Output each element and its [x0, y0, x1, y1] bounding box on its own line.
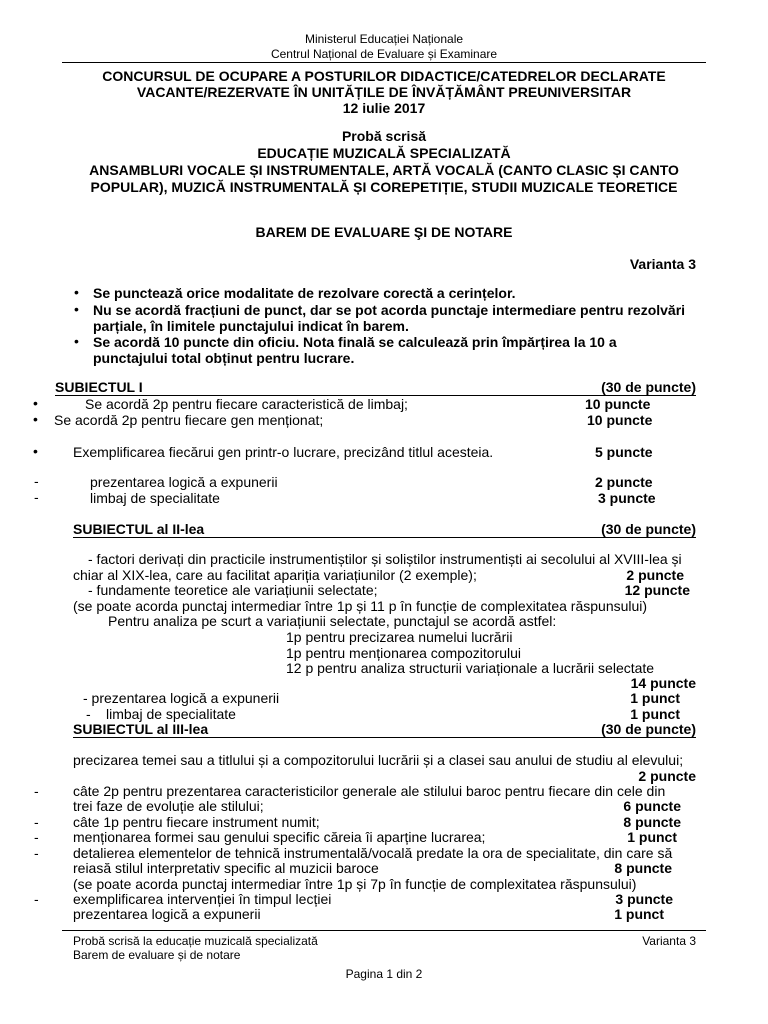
s2-points-a: 2 puncte	[626, 567, 684, 583]
s3-points-a: 2 puncte	[638, 768, 696, 784]
bullet-icon: •	[74, 333, 79, 349]
bullet-icon: •	[33, 443, 38, 459]
s2-d-line2: 1p pentru precizarea numelui lucrării	[286, 629, 513, 645]
s3-a-line1: precizarea temei sau a titlului și a compozitorului lucrării și a clasei sau anului de studiu al elevului;	[73, 752, 684, 768]
s3-c-line1: câte 1p pentru fiecare instrument numit;	[73, 814, 320, 830]
s3-title: SUBIECTUL al III-lea	[73, 721, 209, 737]
s2-underline	[73, 537, 696, 538]
s3-points-d: 1 punct	[627, 829, 677, 845]
s3-points-e: 8 puncte	[614, 860, 672, 876]
s3-e-line1: detalierea elementelor de tehnică instrumentală/vocală predate la ora de specialitate, din care să	[73, 845, 673, 861]
s2-total: (30 de puncte)	[601, 521, 696, 537]
barem-title: BAREM DE EVALUARE ŞI DE NOTARE	[255, 224, 513, 240]
footer-left-line2: Barem de evaluare și de notare	[73, 948, 241, 962]
variant-label: Varianta 3	[629, 256, 696, 272]
s3-points-g: 3 puncte	[615, 891, 673, 907]
s1-points1: 10 puncte	[585, 396, 651, 412]
title-date: 12 iulie 2017	[342, 100, 426, 116]
s2-e-line1: - prezentarea logică a expunerii	[83, 690, 280, 706]
s3-h-line1: prezentarea logică a expunerii	[73, 906, 261, 922]
s3-e-line2: reiasă stilul interpretativ specific al muzicii baroce	[73, 860, 379, 876]
s3-b-line2: trei faze de evoluție ale stilului;	[73, 798, 264, 814]
exam-type: Probă scrisă	[341, 128, 427, 144]
s2-d-line1: Pentru analiza pe scurt a variațiunii selectate, punctajul se acordă astfel:	[108, 613, 557, 629]
dash-marker: -	[34, 473, 39, 489]
s3-points-b: 6 puncte	[623, 798, 681, 814]
s1-points4: 2 puncte	[595, 474, 653, 490]
exam-subject: EDUCAȚIE MUZICALĂ SPECIALIZATĂ	[257, 145, 511, 161]
s2-points-d: 14 puncte	[630, 675, 696, 691]
rule-2-line2: parțiale, în limitele punctajului indicat în barem.	[93, 318, 409, 334]
header-divider	[62, 62, 706, 63]
s2-f-line1: limbaj de specialitate	[106, 706, 236, 722]
dash-marker: -	[34, 845, 39, 861]
s2-b-line1: - fundamente teoretice ale variațiunii selectate;	[88, 582, 378, 598]
bullet-icon: •	[74, 301, 79, 317]
s1-title: SUBIECTUL I	[55, 379, 143, 395]
s3-f-line1: (se poate acorda punctaj intermediar între 1p și 7p în funcție de complexitatea răspunsului)	[73, 876, 637, 892]
s2-d-line3: 1p pentru menționarea compozitorului	[286, 645, 522, 661]
rule-2-line1: Nu se acordă fracțiuni de punct, dar se pot acorda punctaje intermediare pentru rezolvări	[93, 302, 686, 318]
dash-marker: -	[34, 829, 39, 845]
bullet-icon: •	[33, 411, 38, 427]
s1-item4: prezentarea logică a expunerii	[90, 474, 278, 490]
s3-d-line1: menționarea formei sau genului specific căreia îi aparține lucrarea;	[73, 829, 486, 845]
s2-points-f: 1 punct	[630, 706, 680, 722]
s2-points-e: 1 punct	[630, 690, 680, 706]
dash-marker: -	[34, 783, 39, 799]
s2-points-b: 12 puncte	[624, 582, 690, 598]
s1-item3: Exemplificarea fiecărui gen printr-o lucrare, precizând titlul acesteia.	[73, 444, 494, 460]
header-center: Centrul Național de Evaluare și Examinare	[270, 47, 498, 61]
exam-spec-line1: ANSAMBLURI VOCALE ȘI INSTRUMENTALE, ARTĂ VOCALĂ (CANTO CLASIC ȘI CANTO	[89, 162, 679, 178]
s3-points-c: 8 puncte	[623, 814, 681, 830]
s1-item1: Se acordă 2p pentru fiecare caracteristică de limbaj;	[85, 396, 408, 412]
s1-total: (30 de puncte)	[601, 379, 696, 395]
exam-spec-line2: POPULAR), MUZICĂ INSTRUMENTALĂ ȘI COREPETIȚIE, STUDII MUZICALE TEORETICE	[90, 179, 678, 195]
s2-d-line4: 12 p pentru analiza structurii variaționale a lucrării selectate	[286, 660, 655, 676]
s2-a-line1: - factori derivați din practicile instrumentiștilor și soliștilor instrumentiști ai secolului al XVIII-lea și	[88, 551, 682, 567]
s3-b-line1: câte 2p pentru prezentarea caracteristicilor generale ale stilului baroc pentru fiecare din cele din	[73, 783, 666, 799]
s3-total: (30 de puncte)	[601, 721, 696, 737]
footer-left-line1: Probă scrisă la educație muzicală specializată	[73, 934, 318, 948]
s3-underline	[73, 737, 696, 738]
rule-1: Se punctează orice modalitate de rezolvare corectă a cerințelor.	[93, 285, 516, 301]
s2-a-line2: chiar al XIX-lea, care au facilitat apariția variațiunilor (2 exemple);	[73, 567, 477, 583]
s1-points5: 3 puncte	[598, 490, 656, 506]
rule-3-line1: Se acordă 10 puncte din oficiu. Nota finală se calculează prin împărțirea la 10 a	[93, 334, 617, 350]
header-ministry: Ministerul Educației Naționale	[304, 32, 464, 46]
title-line1: CONCURSUL DE OCUPARE A POSTURILOR DIDACTICE/CATEDRELOR DECLARATE	[102, 68, 666, 84]
s1-item2: Se acordă 2p pentru fiecare gen menționat;	[54, 412, 324, 428]
bullet-icon: •	[33, 395, 38, 411]
rule-3-line2: punctajului total obținut pentru lucrare.	[93, 350, 355, 366]
footer-variant: Varianta 3	[642, 934, 696, 948]
dash-marker: -	[86, 706, 91, 722]
dash-marker: -	[34, 489, 39, 505]
page-number: Pagina 1 din 2	[345, 967, 423, 981]
s3-points-h: 1 punct	[614, 906, 664, 922]
s2-title: SUBIECTUL al II-lea	[73, 521, 205, 537]
dash-marker: -	[34, 814, 39, 830]
s3-g-line1: exemplificarea intervenției în timpul lecției	[73, 891, 332, 907]
s1-item5: limbaj de specialitate	[90, 490, 220, 506]
s2-c-line1: (se poate acorda punctaj intermediar între 1p și 11 p în funcție de complexitatea răspunsului)	[73, 598, 648, 614]
s1-points3: 5 puncte	[595, 444, 653, 460]
dash-marker: -	[34, 891, 39, 907]
footer-divider	[62, 930, 706, 931]
s1-points2: 10 puncte	[587, 412, 653, 428]
title-line2: VACANTE/REZERVATE ÎN UNITĂȚILE DE ÎNVĂȚĂMÂNT PREUNIVERSITAR	[136, 84, 632, 100]
bullet-icon: •	[74, 284, 79, 300]
